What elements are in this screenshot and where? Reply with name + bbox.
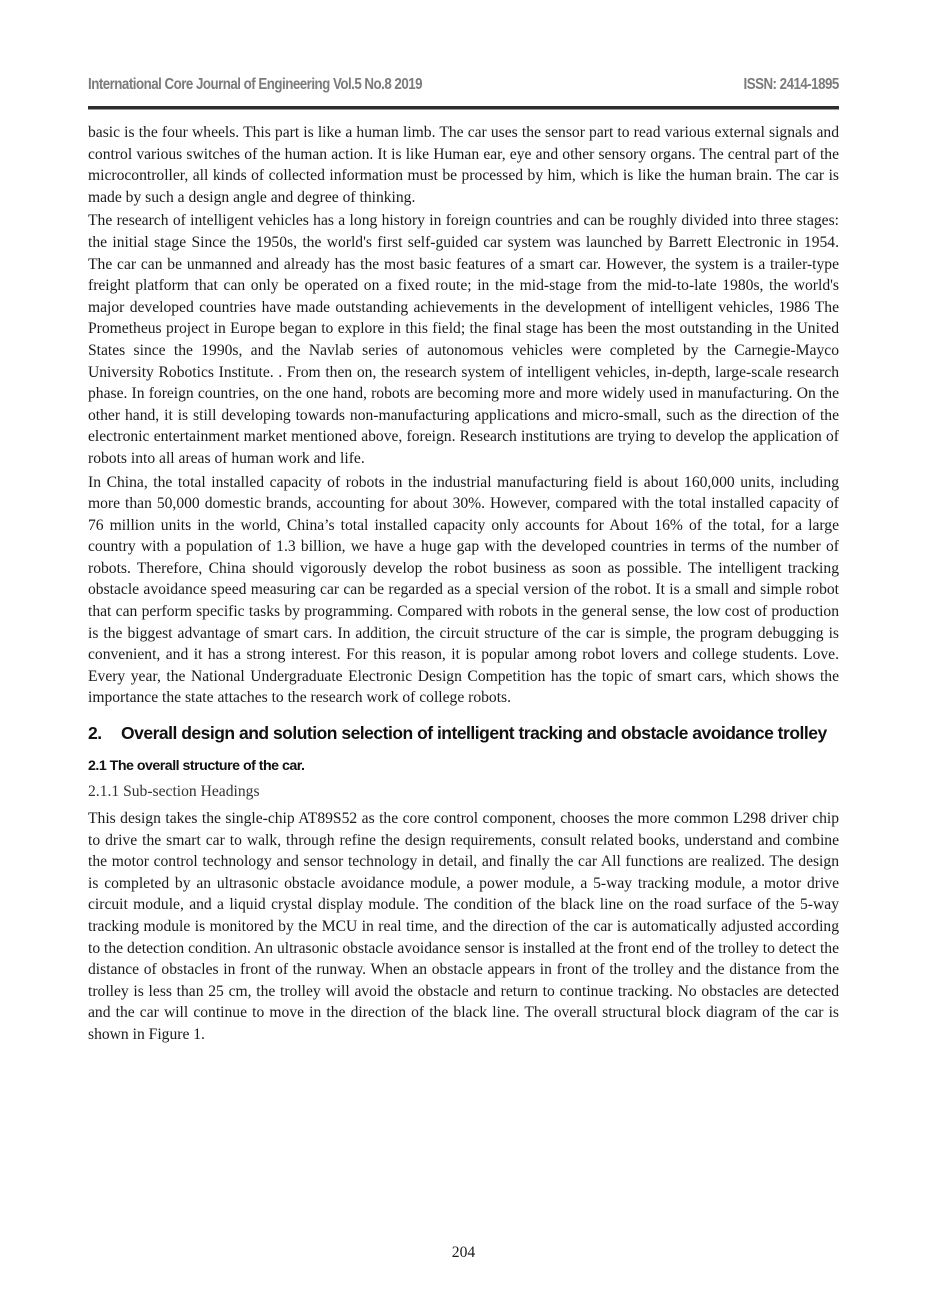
paragraph: The research of intelligent vehicles has a long history in foreign countries and can be roughly divided into three stages: the initial stage Since the 1950s, the world's first self-guided car system was launched by Barrett Electronic in 1954. The car can be unmanned and already has the most basic features of a smart car. However, the system is a trailer-type freight platform that can only be operated on a fixed route; in the mid-stage from the mid-to-late 1980s, the world's major developed countries have made outstanding achievements in the development of intelligent vehicles, 1986 The Prometheus project in Europe began to explore in this field; the final stage has been the most outstanding in the United States since the 1990s, and the Navlab series of autonomous vehicles were completed by the Carnegie-Mayco University Robotics Institute. . From then on, the research system of intelligent vehicles, in-depth, large-scale research phase. In foreign countries, on the one hand, robots are becoming more and more widely used in manufacturing. On the other hand, it is still developing towards non-manufacturing applications and micro-small, such as the direction of the electronic entertainment market mentioned above, foreign. Research institutions are trying to develop the application of robots into all areas of human work and life. (88, 212, 839, 467)
paragraph: basic is the four wheels. This part is like a human limb. The car uses the sensor part to read various external signals and control various switches of the human action. It is like Human ear, eye and other sensory organs. The central part of the microcontroller, all kinds of collected information must be processed by him, which is like the human brain. The car is made by such a design angle and degree of thinking. (88, 124, 839, 206)
journal-title: International Core Journal of Engineering Vol.5 No.8 2019 (88, 76, 423, 93)
subsection-heading: 2.1 The overall structure of the car. (88, 758, 305, 775)
issn-label: ISSN: 2414-1895 (743, 76, 839, 93)
header-rule (88, 106, 839, 110)
paragraph: This design takes the single-chip AT89S52 as the core control component, chooses the more common L298 driver chip to drive the smart car to walk, through refine the design requirements, consult related books, understand and combine the motor control technology and sensor technology in detail, and finally the car All functions are realized. The design is completed by an ultrasonic obstacle avoidance module, a power module, a 5-way tracking module, a motor drive circuit module, and a liquid crystal display module. The condition of the black line on the road surface of the 5-way tracking module is monitored by the MCU in real time, and the direction of the car is automatically adjusted according to the detection condition. An ultrasonic obstacle avoidance sensor is installed at the front end of the trolley to detect the distance of obstacles in front of the runway. When an obstacle appears in front of the trolley and the distance from the trolley is less than 25 cm, the trolley will avoid the obstacle and return to continue tracking. No obstacles are detected and the car will continue to move in the direction of the black line. The overall structural block diagram of the car is shown in Figure 1. (88, 810, 839, 1043)
page-number: 204 (451, 1244, 476, 1261)
section-number: 2. (88, 723, 102, 744)
paragraph: In China, the total installed capacity of robots in the industrial manufacturing field is about 160,000 units, including more than 50,000 domestic brands, accounting for about 30%. However, compared with the total installed capacity of 76 million units in the world, China’s total installed capacity only accounts for About 16% of the total, for a large country with a population of 1.3 billion, we have a huge gap with the developed countries in terms of the number of robots. Therefore, China should vigorously develop the robot business as soon as possible. The intelligent tracking obstacle avoidance speed measuring car can be regarded as a special version of the robot. It is a small and simple robot that can perform specific tasks by programming. Compared with robots in the general sense, the low cost of production is the biggest advantage of smart cars. In addition, the circuit structure of the car is simple, the program debugging is convenient, and it has a strong interest. For this reason, it is popular among robot lovers and college students. Love. Every year, the National Undergraduate Electronic Design Competition has the topic of smart cars, which shows the importance the state attaches to the research work of college robots. (88, 473, 839, 707)
body-text (88, 122, 839, 1048)
section-title: Overall design and solution selection of intelligent tracking and obstacle avoidance trolley (121, 723, 827, 744)
running-header (88, 76, 839, 98)
subsubsection-heading: 2.1.1 Sub-section Headings (88, 783, 260, 801)
section-heading (88, 721, 839, 746)
